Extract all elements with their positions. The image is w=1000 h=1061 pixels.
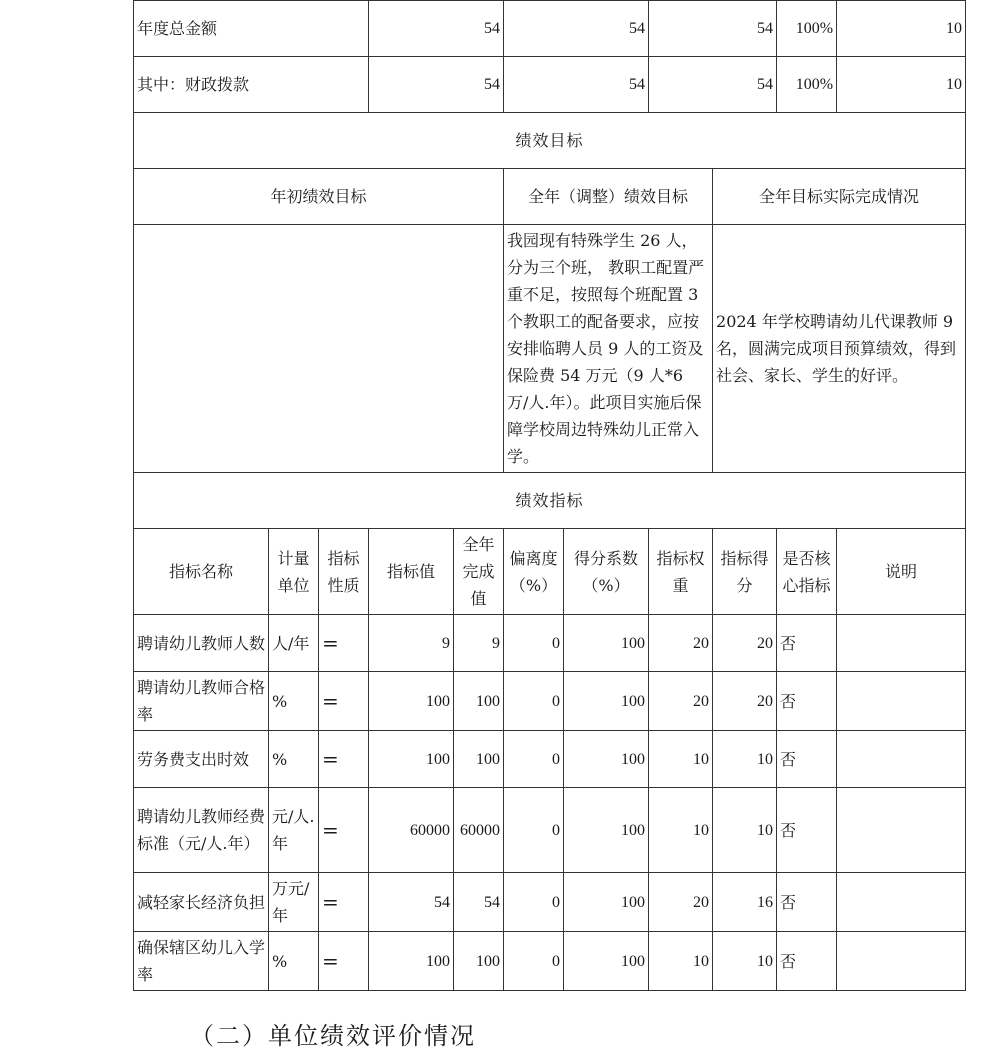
indicator-name: 确保辖区幼儿入学率 [134,932,269,991]
indicator-core: 否 [777,731,837,788]
performance-table [133,0,966,991]
budget-score: 10 [837,57,966,113]
indicator-note [837,672,966,731]
indicator-unit: % [269,932,319,991]
budget-value: 54 [649,57,777,113]
indicator-name: 劳务费支出时效 [134,731,269,788]
budget-row [134,57,966,113]
indicator-target: 100 [369,731,454,788]
indicator-nature: = [319,788,369,873]
table-row [134,932,966,991]
header-completed: 全年完成值 [454,529,504,615]
header-note: 说明 [837,529,966,615]
header-name: 指标名称 [134,529,269,615]
indicator-name: 聘请幼儿教师经费标准（元/人.年） [134,788,269,873]
indicator-weight: 20 [649,873,713,932]
indicator-note [837,788,966,873]
header-coefficient: 得分系数（%） [564,529,649,615]
goals-initial-text [134,225,504,473]
header-weight: 指标权重 [649,529,713,615]
indicator-deviation: 0 [504,731,564,788]
indicator-nature: = [319,873,369,932]
budget-rate: 100% [777,57,837,113]
indicator-nature: = [319,672,369,731]
header-target: 指标值 [369,529,454,615]
header-unit: 计量单位 [269,529,319,615]
header-core: 是否核心指标 [777,529,837,615]
indicator-target: 100 [369,932,454,991]
indicator-score: 10 [713,788,777,873]
indicator-completed: 60000 [454,788,504,873]
header-nature: 指标性质 [319,529,369,615]
table-row [134,672,966,731]
table-row [134,788,966,873]
indicator-target: 100 [369,672,454,731]
indicator-weight: 20 [649,615,713,672]
indicator-coefficient: 100 [564,873,649,932]
budget-value: 54 [369,1,504,57]
indicator-coefficient: 100 [564,672,649,731]
budget-label: 其中：财政拨款 [134,57,369,113]
header-deviation: 偏离度（%） [504,529,564,615]
indicator-deviation: 0 [504,672,564,731]
indicator-deviation: 0 [504,788,564,873]
indicator-unit: % [269,731,319,788]
indicator-target: 54 [369,873,454,932]
budget-value: 54 [649,1,777,57]
table-row [134,873,966,932]
indicator-weight: 10 [649,731,713,788]
indicator-nature: = [319,615,369,672]
budget-value: 54 [369,57,504,113]
goals-section-title: 绩效目标 [134,113,966,169]
indicator-completed: 100 [454,932,504,991]
table-row [134,731,966,788]
indicator-unit: 万元/年 [269,873,319,932]
indicator-core: 否 [777,672,837,731]
table-row [134,615,966,672]
indicator-target: 60000 [369,788,454,873]
indicator-core: 否 [777,615,837,672]
indicator-score: 16 [713,873,777,932]
indicator-core: 否 [777,873,837,932]
indicators-header-row [134,529,966,615]
budget-label: 年度总金额 [134,1,369,57]
indicator-score: 20 [713,672,777,731]
indicator-nature: = [319,731,369,788]
indicator-note [837,615,966,672]
indicator-name: 聘请幼儿教师人数 [134,615,269,672]
budget-row [134,1,966,57]
indicator-completed: 100 [454,672,504,731]
indicator-weight: 10 [649,932,713,991]
goals-adjusted-text: 我园现有特殊学生 26 人，分为三个班， 教职工配置严重不足，按照每个班配置 3 个教职工的配备要求，应按安排临聘人员 9 人的工资及保险费 54 万元（9 人*6 万/人.年）。此项目实施后保障学校周边特殊幼儿正常入学。 [504,225,713,473]
indicator-note [837,731,966,788]
indicator-completed: 100 [454,731,504,788]
indicator-deviation: 0 [504,873,564,932]
budget-rate: 100% [777,1,837,57]
indicator-weight: 20 [649,672,713,731]
indicator-deviation: 0 [504,615,564,672]
indicator-score: 20 [713,615,777,672]
indicators-section-title: 绩效指标 [134,473,966,529]
header-score: 指标得分 [713,529,777,615]
indicator-unit: % [269,672,319,731]
indicator-coefficient: 100 [564,788,649,873]
indicator-unit: 元/人.年 [269,788,319,873]
indicator-coefficient: 100 [564,731,649,788]
indicator-core: 否 [777,788,837,873]
indicator-coefficient: 100 [564,932,649,991]
indicator-deviation: 0 [504,932,564,991]
indicator-weight: 10 [649,788,713,873]
indicator-score: 10 [713,731,777,788]
indicator-name: 聘请幼儿教师合格率 [134,672,269,731]
goals-col-adjusted: 全年（调整）绩效目标 [504,169,713,225]
goals-col-actual: 全年目标实际完成情况 [713,169,966,225]
budget-value: 54 [504,57,649,113]
indicator-target: 9 [369,615,454,672]
budget-score: 10 [837,1,966,57]
section-heading: （二）单位绩效评价情况 [190,1022,476,1050]
indicator-note [837,932,966,991]
budget-value: 54 [504,1,649,57]
indicator-completed: 54 [454,873,504,932]
goals-actual-text: 2024 年学校聘请幼儿代课教师 9 名，圆满完成项目预算绩效，得到社会、家长、学生的好评。 [713,225,966,473]
indicator-unit: 人/年 [269,615,319,672]
goals-col-initial: 年初绩效目标 [134,169,504,225]
indicator-core: 否 [777,932,837,991]
indicator-completed: 9 [454,615,504,672]
indicator-nature: = [319,932,369,991]
indicator-score: 10 [713,932,777,991]
indicator-coefficient: 100 [564,615,649,672]
indicator-name: 减轻家长经济负担 [134,873,269,932]
indicator-note [837,873,966,932]
